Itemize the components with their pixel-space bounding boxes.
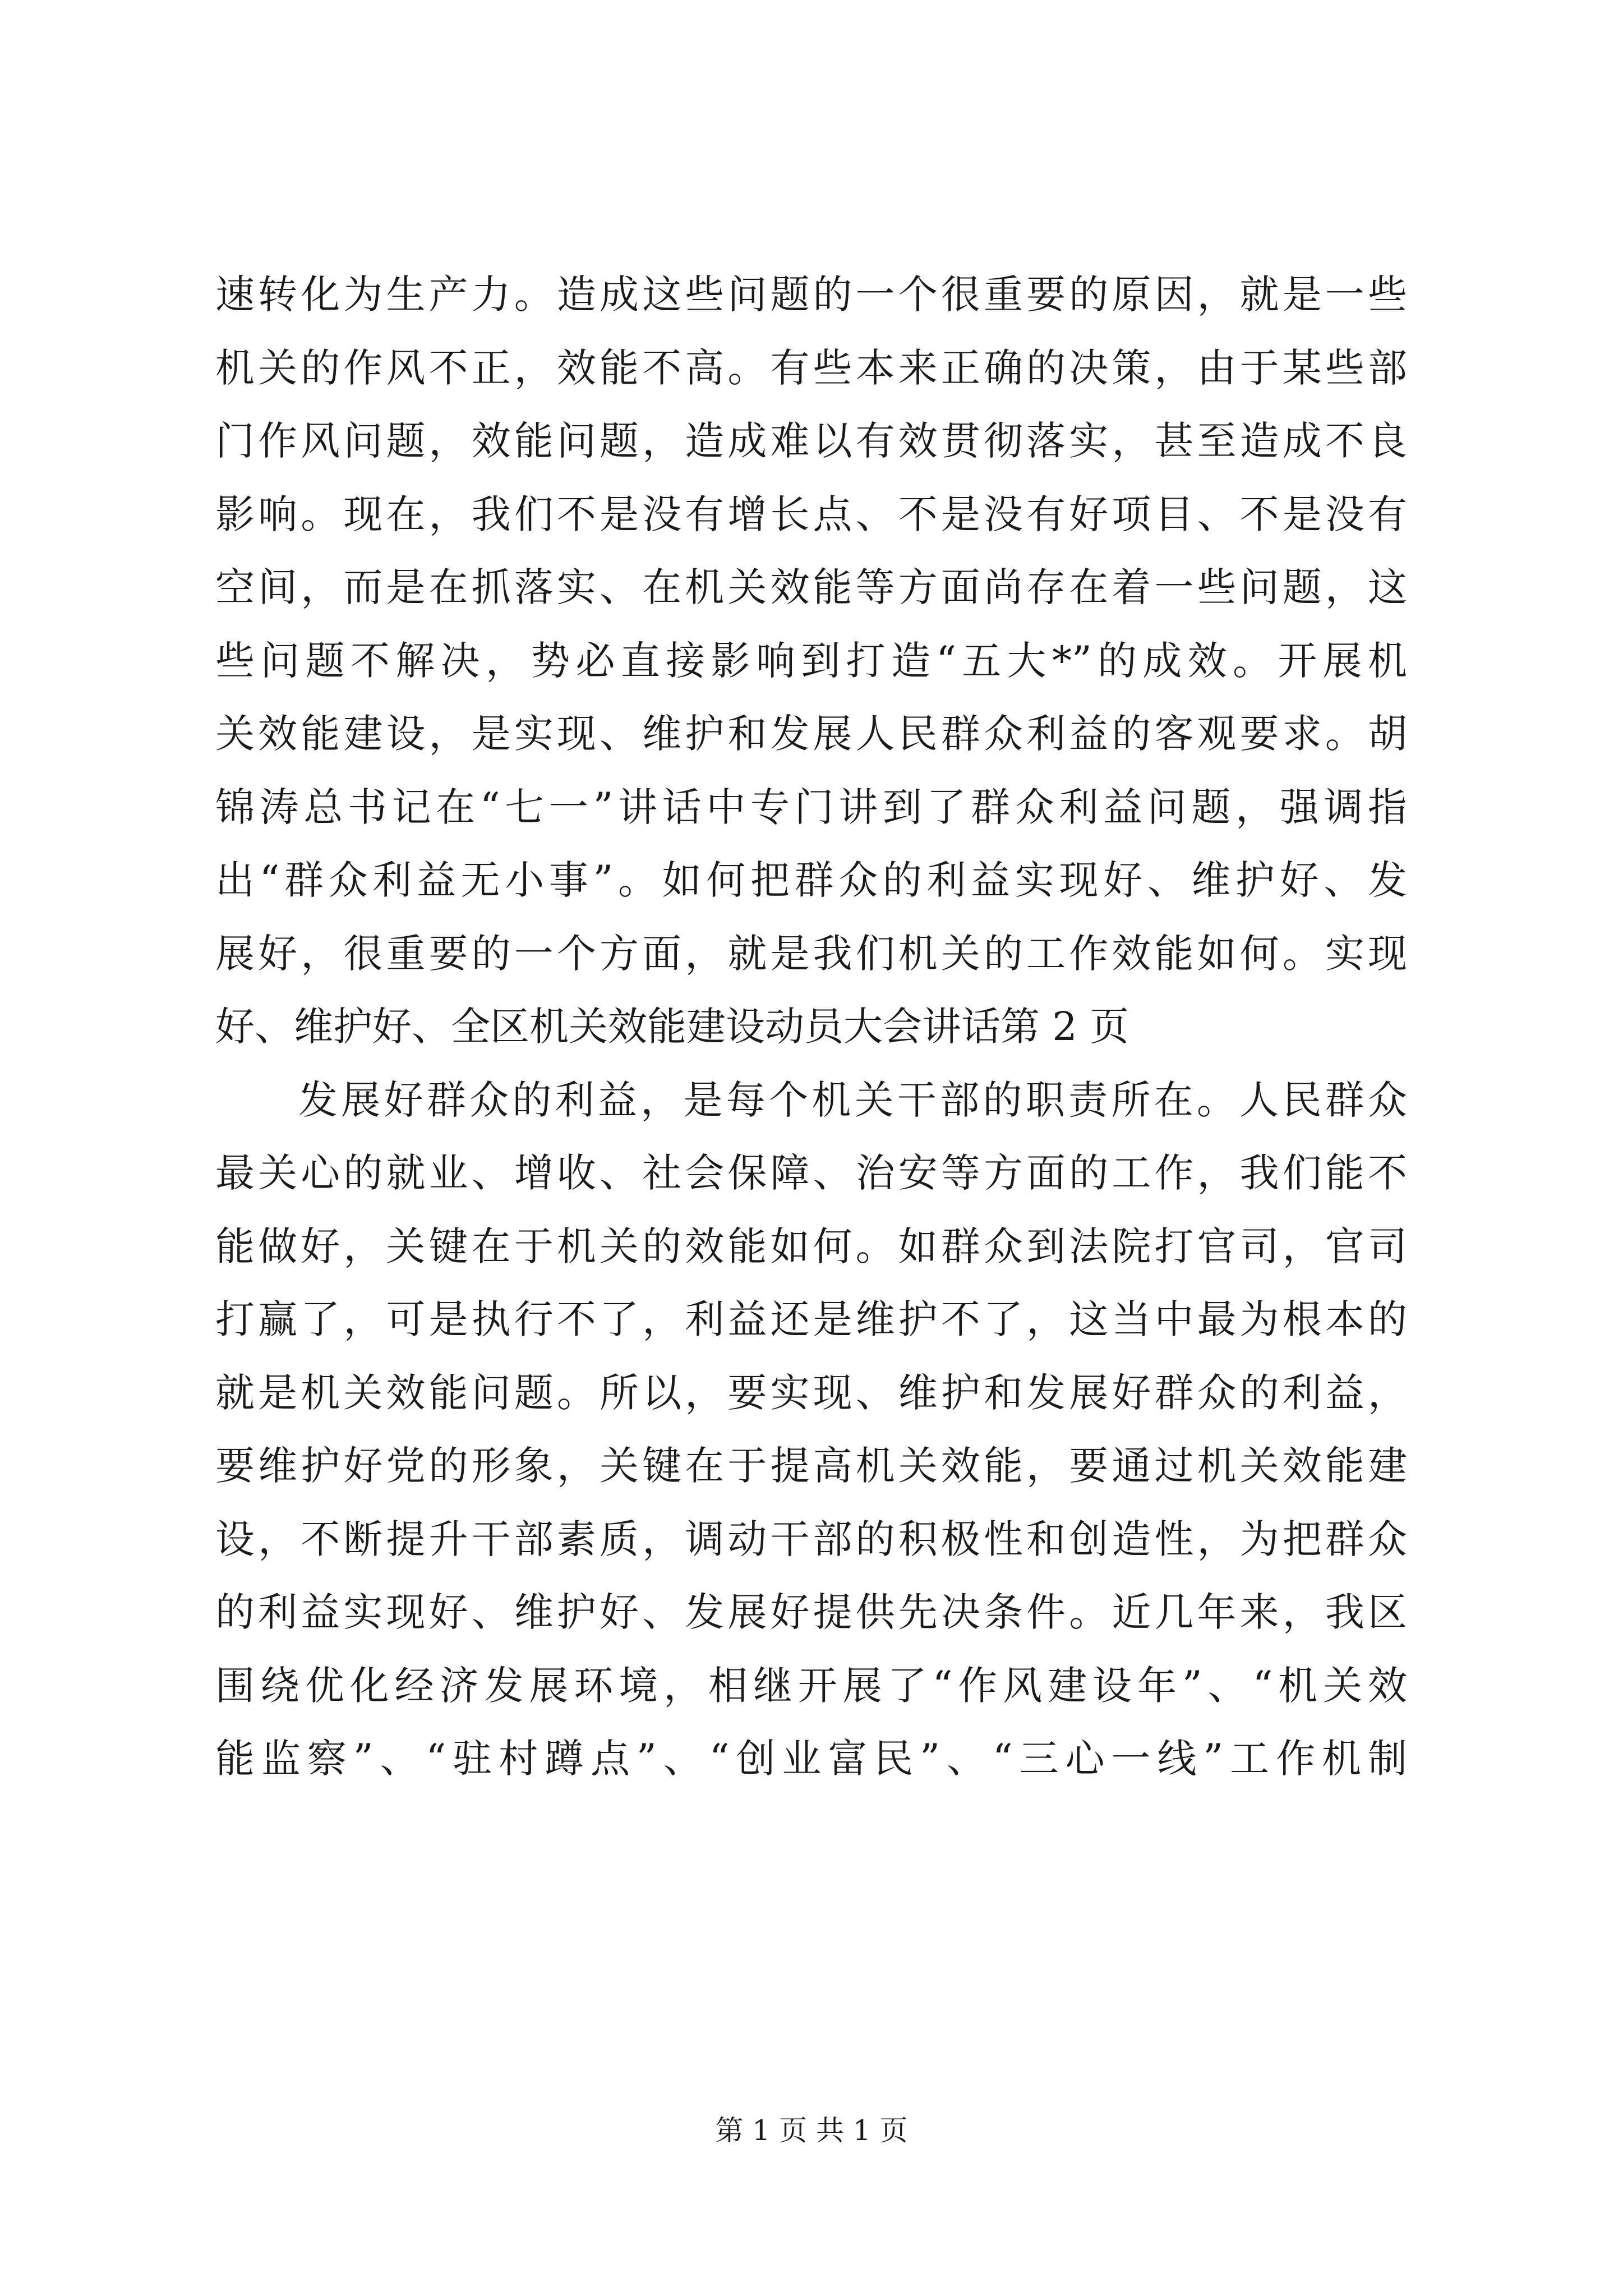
text-line: 影响。现在，我们不是没有增长点、不是没有好项目、不是没有 [215, 491, 1407, 537]
text-line: 关效能建设，是实现、维护和发展人民群众利益的客观要求。胡 [215, 711, 1407, 757]
text-line: 要维护好党的形象，关键在于提高机关效能，要通过机关效能建 [215, 1443, 1407, 1489]
text-line: 能监察”、“驻村蹲点”、“创业富民”、“三心一线”工作机制 [215, 1736, 1407, 1782]
text-line-paragraph-start: 发展好群众的利益，是每个机关干部的职责所在。人民群众 [298, 1076, 1407, 1123]
text-line: 锦涛总书记在“七一”讲话中专门讲到了群众利益问题，强调指 [215, 784, 1407, 830]
text-line: 机关的作风不正，效能不高。有些本来正确的决策，由于某些部 [215, 344, 1407, 391]
text-line: 出“群众利益无小事”。如何把群众的利益实现好、维护好、发 [215, 857, 1407, 903]
text-line: 门作风问题，效能问题，造成难以有效贯彻落实，甚至造成不良 [215, 418, 1407, 464]
text-line: 设，不断提升干部素质，调动干部的积极性和创造性，为把群众 [215, 1516, 1407, 1562]
text-line-paragraph-end: 好、维护好、全区机关效能建设动员大会讲话第 2 页 [215, 1004, 1129, 1050]
text-line: 的利益实现好、维护好、发展好提供先决条件。近几年来，我区 [215, 1589, 1407, 1635]
text-line: 速转化为生产力。造成这些问题的一个很重要的原因，就是一些 [215, 272, 1407, 318]
text-line: 打赢了，可是执行不了，利益还是维护不了，这当中最为根本的 [215, 1296, 1407, 1342]
document-body [215, 258, 1407, 1796]
page-number-footer: 第 1 页 共 1 页 [715, 2114, 908, 2147]
text-line: 空间，而是在抓落实、在机关效能等方面尚存在着一些问题，这 [215, 564, 1407, 610]
text-line: 些问题不解决，势必直接影响到打造“五大*”的成效。开展机 [215, 637, 1407, 684]
text-line: 最关心的就业、增收、社会保障、治安等方面的工作，我们能不 [215, 1150, 1407, 1196]
text-line: 就是机关效能问题。所以，要实现、维护和发展好群众的利益， [215, 1369, 1407, 1416]
text-line: 展好，很重要的一个方面，就是我们机关的工作效能如何。实现 [215, 930, 1407, 977]
text-line: 能做好，关键在于机关的效能如何。如群众到法院打官司，官司 [215, 1223, 1407, 1269]
text-line: 围绕优化经济发展环境，相继开展了“作风建设年”、“机关效 [215, 1662, 1407, 1709]
